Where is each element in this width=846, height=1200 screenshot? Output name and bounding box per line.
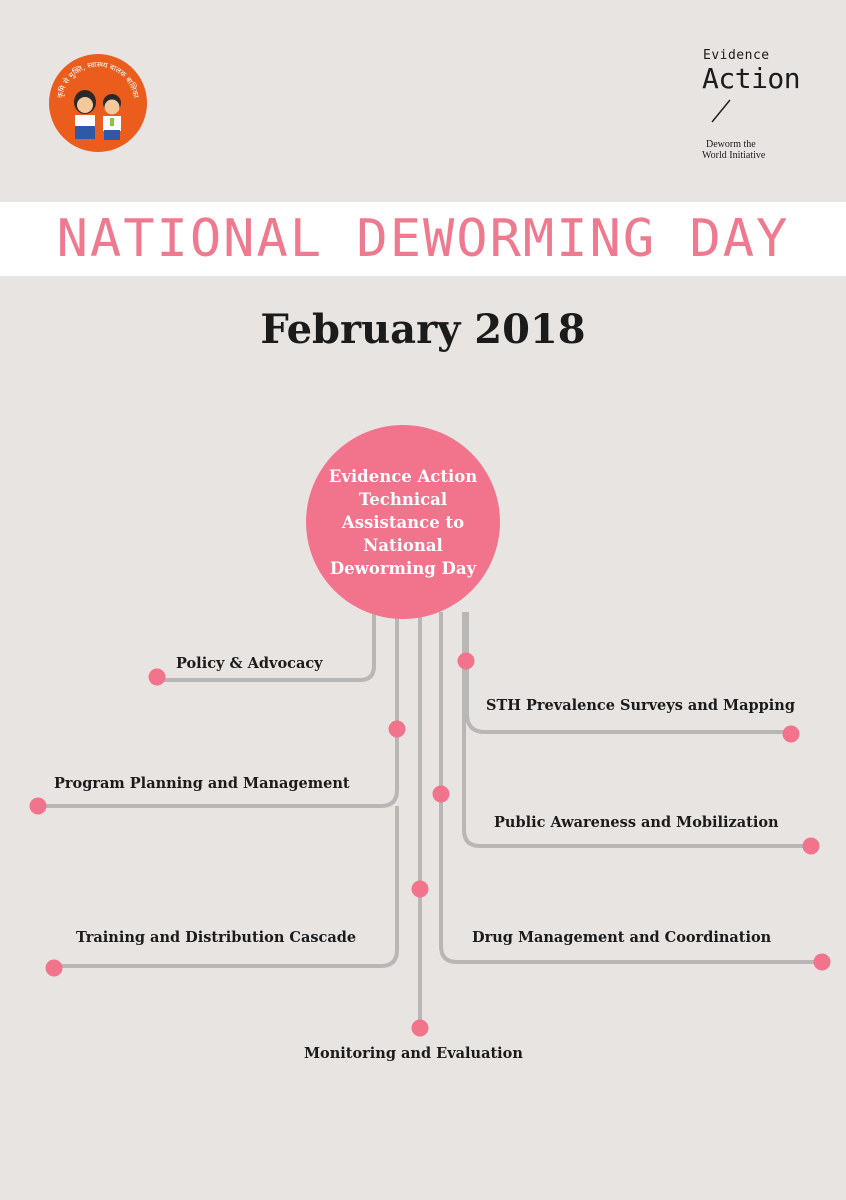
branch-label-public: Public Awareness and Mobilization [494,814,779,831]
logo-subtitle-line2: World Initiative [702,150,766,161]
node-dot [783,726,800,743]
connector-sth [467,612,791,732]
node-dot [149,669,166,686]
node-dot [46,960,63,977]
node-dot [30,798,47,815]
center-node-text: Evidence Action Technical Assistance to National Deworming Day [328,466,478,578]
branch-label-program: Program Planning and Management [54,775,350,792]
connector-drug [441,612,822,962]
center-node [306,425,500,619]
branch-label-policy: Policy & Advocacy [176,655,323,672]
branch-label-monitoring: Monitoring and Evaluation [304,1045,523,1062]
connector-public [464,612,811,846]
banner-title: NATIONAL DEWORMING DAY [56,209,790,269]
logo-subtitle-line1: Deworm the [706,139,756,150]
logo-line-action: Action [702,62,801,95]
node-dot [433,786,450,803]
branch-label-drug: Drug Management and Coordination [472,929,772,946]
node-dot [412,1020,429,1037]
logo-arc-text: कृमि से मुक्ति, स्वास्थ्य बालक बालिका [55,59,141,99]
branch-label-sth: STH Prevalence Surveys and Mapping [486,697,795,714]
node-dot [412,881,429,898]
node-dot [803,838,820,855]
branch-label-training: Training and Distribution Cascade [76,929,357,946]
node-dot [458,653,475,670]
node-dot [814,954,831,971]
date-title: February 2018 [260,306,586,353]
node-dot [389,721,406,738]
logo-line-evidence: Evidence [703,48,770,63]
